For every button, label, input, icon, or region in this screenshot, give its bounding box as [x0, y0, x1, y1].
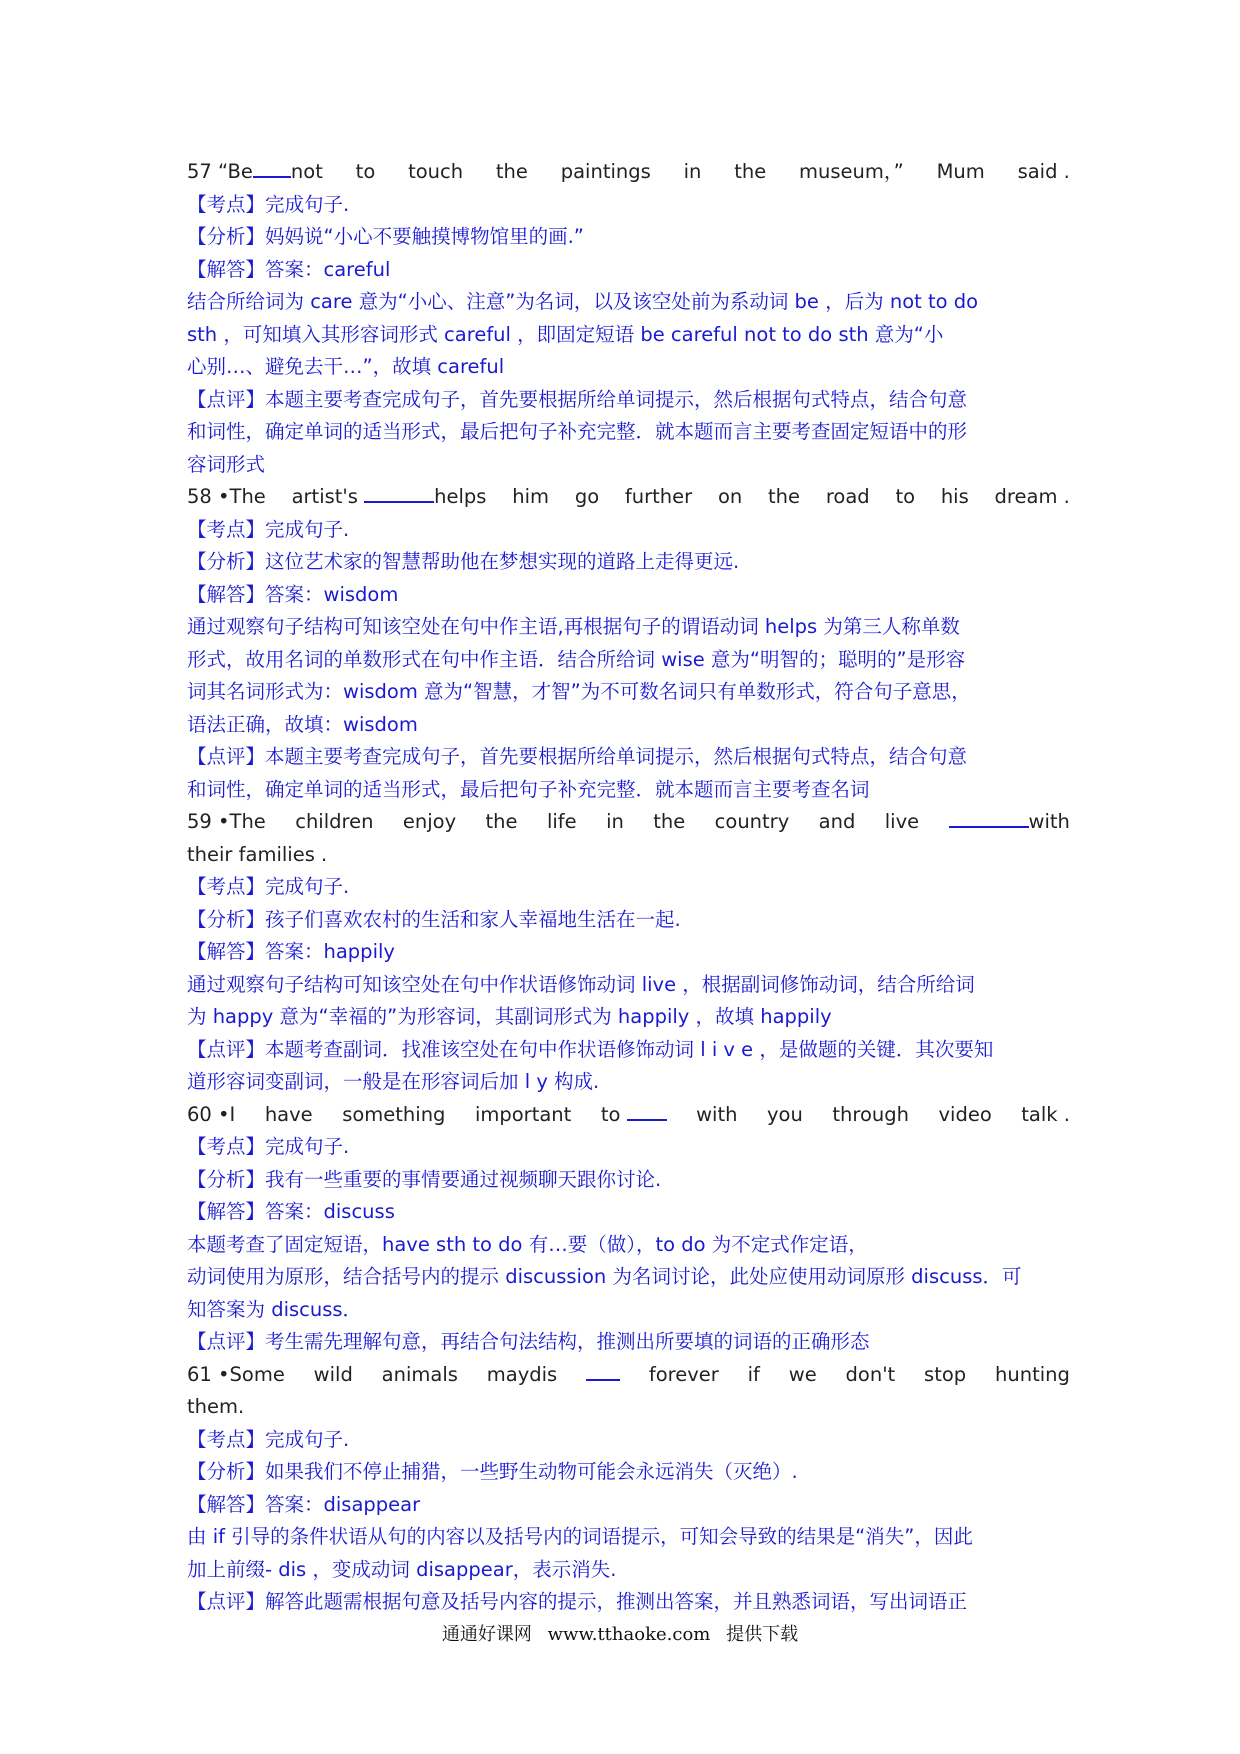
- dianping-line: 道形容词变副词，一般是在形容词后加 l y 构成.: [187, 1070, 600, 1093]
- explanation-line: 通过观察句子结构可知该空处在句中作状语修饰动词 live ，根据副词修饰动词，结合所给词: [187, 972, 975, 996]
- answer-blank: [627, 1099, 667, 1121]
- explanation-line: 由 if 引导的条件状语从句的内容以及括号内的词语提示，可知会导致的结果是“消失”，因此: [187, 1525, 973, 1548]
- explanation-line: 为 happy 意为“幸福的”为形容词，其副词形式为 happily ，故填 happily: [187, 1005, 832, 1028]
- dianping-line: 【点评】本题主要考查完成句子，首先要根据所给单词提示，然后根据句式特点，结合句意: [187, 387, 968, 411]
- question-stem-continuation: their families .: [187, 842, 328, 866]
- explanation-line: 结合所给词为 care 意为“小心、注意”为名词，以及该空处前为系动词 be ，后为 not to do: [187, 290, 979, 313]
- dianping-line: 【点评】解答此题需根据句意及括号内容的提示，推测出答案，并且熟悉词语，写出词语正: [187, 1590, 968, 1613]
- kaodian-line: 【考点】完成句子.: [187, 875, 350, 898]
- dianping-line: 和词性，确定单词的适当形式，最后把句子补充完整．就本题而言主要考查固定短语中的形: [187, 420, 968, 443]
- fenxi-line: 【分析】我有一些重要的事情要通过视频聊天跟你讨论.: [187, 1167, 662, 1191]
- question-stem-continuation: them.: [187, 1395, 245, 1418]
- answer-key-content: [187, 156, 1070, 1619]
- explanation-line: 心别…、避免去干…”，故填 careful: [187, 355, 505, 378]
- dianping-line: 【点评】考生需先理解句意，再结合句法结构，推测出所要填的词语的正确形态: [187, 1330, 870, 1353]
- explanation-line: 形式，故用名词的单数形式在句中作主语．结合所给词 wise 意为“明智的；聪明的”是形容: [187, 647, 966, 671]
- dianping-line: 【点评】本题考查副词．找准该空处在句中作状语修饰动词 l i v e ，是做题的关键．其次要知: [187, 1037, 994, 1061]
- question-number: 57: [187, 160, 212, 183]
- answer-blank: [253, 156, 291, 178]
- answer-blank: [586, 1359, 620, 1381]
- kaodian-line: 【考点】完成句子.: [187, 517, 350, 541]
- dianping-line: 【点评】本题主要考查完成句子，首先要根据所给单词提示，然后根据句式特点，结合句意: [187, 745, 968, 768]
- explanation-line: 通过观察句子结构可知该空处在句中作主语,再根据句子的谓语动词 helps 为第三人称单数: [187, 615, 960, 638]
- question-stem-61: 61 •Some wild animals maydis forever if we don't stop hunting: [187, 1359, 1070, 1392]
- kaodian-line: 【考点】完成句子.: [187, 1135, 350, 1158]
- jieda-line: 【解答】答案：careful: [187, 257, 391, 281]
- question-stem-59: 59 •The children enjoy the life in the country and live with: [187, 806, 1070, 839]
- kaodian-line: 【考点】完成句子.: [187, 192, 350, 216]
- fenxi-line: 【分析】孩子们喜欢农村的生活和家人幸福地生活在一起.: [187, 907, 681, 931]
- question-number: 59: [187, 810, 212, 833]
- answer-blank: [949, 806, 1029, 828]
- footer-site-name: 通通好课网: [441, 1624, 532, 1645]
- explanation-line: sth ，可知填入其形容词形式 careful ，即固定短语 be careful not to do sth 意为“小: [187, 322, 944, 346]
- question-number: 58: [187, 485, 212, 508]
- jieda-line: 【解答】答案：wisdom: [187, 582, 399, 606]
- fenxi-line: 【分析】如果我们不停止捕猎，一些野生动物可能会永远消失（灭绝）.: [187, 1460, 798, 1483]
- page-footer: [0, 1620, 1240, 1646]
- dianping-line: 和词性，确定单词的适当形式，最后把句子补充完整．就本题而言主要考查名词: [187, 777, 870, 801]
- kaodian-line: 【考点】完成句子.: [187, 1427, 350, 1451]
- footer-url: www.tthaoke.com: [547, 1624, 711, 1645]
- explanation-line: 动词使用为原形，结合括号内的提示 discussion 为名词讨论，此处应使用动词原形 discuss．可: [187, 1265, 1022, 1288]
- dianping-line: 容词形式: [187, 452, 266, 476]
- explanation-line: 词其名词形式为：wisdom 意为“智慧，才智”为不可数名词只有单数形式，符合句子意思，: [187, 680, 971, 703]
- explanation-line: 知答案为 discuss．: [187, 1297, 363, 1321]
- explanation-line: 语法正确，故填：wisdom: [187, 712, 418, 736]
- answer-blank: [364, 481, 434, 503]
- question-stem-57: 57 “Be not to touch the paintings in the museum，” Mum said .: [187, 156, 1070, 189]
- jieda-line: 【解答】答案：disappear: [187, 1492, 421, 1516]
- question-stem-58: 58 •The artist's helps him go further on the road to his dream .: [187, 481, 1070, 514]
- question-stem-60: 60 •I have something important to with you through video talk .: [187, 1099, 1070, 1132]
- jieda-line: 【解答】答案：happily: [187, 940, 395, 963]
- explanation-line: 加上前缀- dis ，变成动词 disappear，表示消失.: [187, 1557, 617, 1581]
- fenxi-line: 【分析】这位艺术家的智慧帮助他在梦想实现的道路上走得更远.: [187, 550, 740, 573]
- explanation-line: 本题考查了固定短语，have sth to do 有…要（做），to do 为不定式作定语，: [187, 1232, 868, 1256]
- footer-suffix: 提供下载: [726, 1624, 799, 1645]
- question-number: 61: [187, 1362, 212, 1386]
- jieda-line: 【解答】答案：discuss: [187, 1200, 395, 1223]
- question-number: 60: [187, 1102, 212, 1126]
- fenxi-line: 【分析】妈妈说“小心不要触摸博物馆里的画.”: [187, 225, 584, 248]
